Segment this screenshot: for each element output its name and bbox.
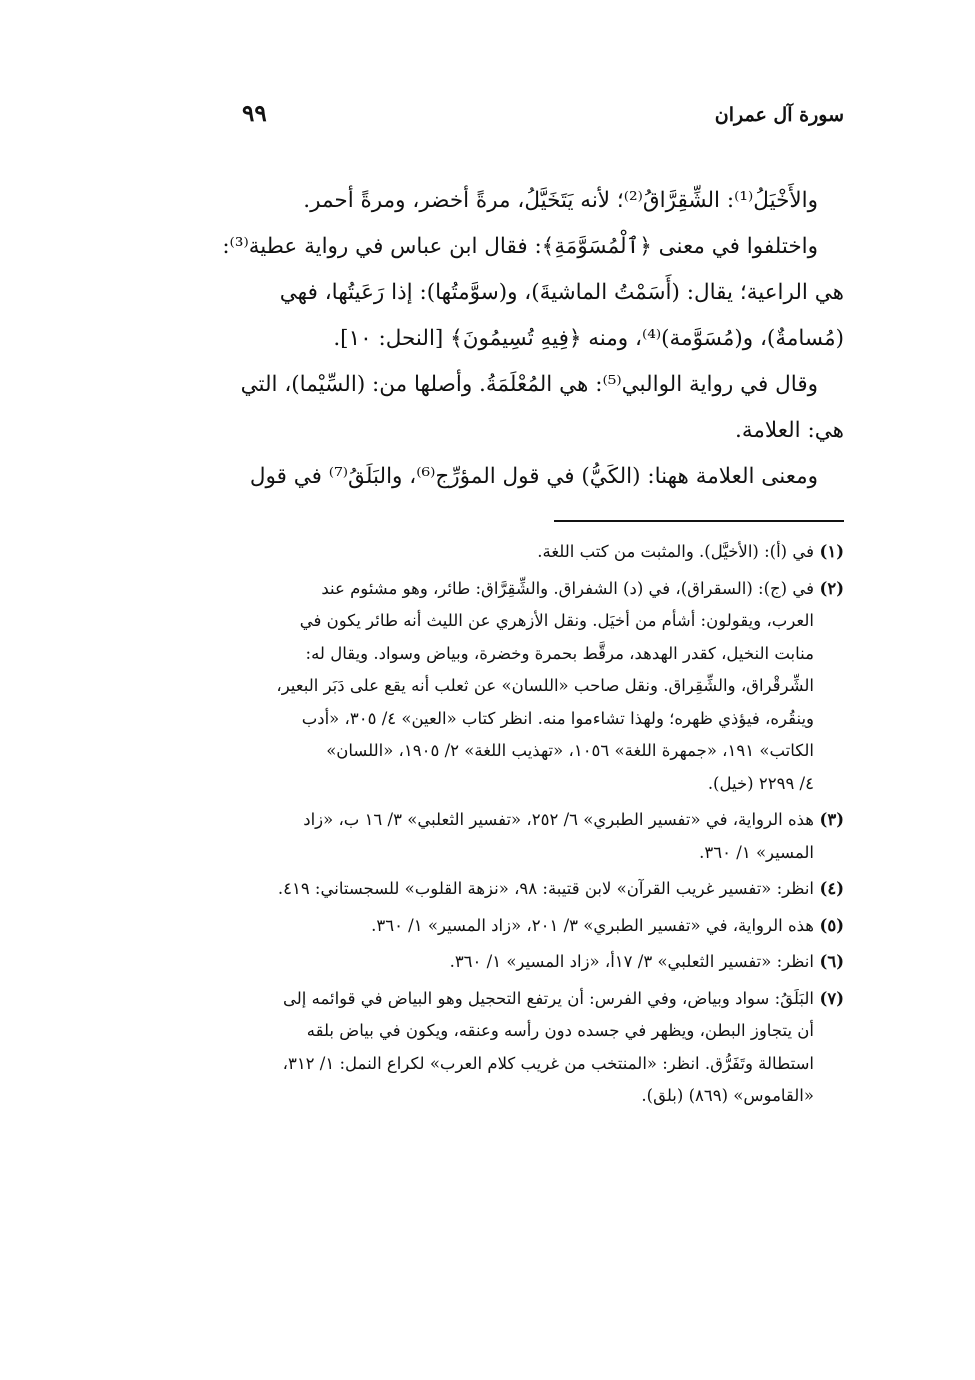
footnote-line: انظر: «تفسير غريب القرآن» لابن قتيبة: ٩٨، «نزهة القلوب» للسجستاني: ٤١٩.	[277, 879, 814, 898]
footnote-number: (١)	[819, 542, 844, 561]
footnote-line: في (ج): (السقراق)، في (د) الشفراق. والشِّقِرَّاق: طائر، وهو مشئوم عند	[321, 578, 814, 598]
footnote-number: (٤)	[819, 879, 844, 898]
body-line: ومعنى العلامة ههنا: (الكَيُّ) في قول المؤرِّج⁽⁶⁾، والبَلَقُ⁽⁷⁾ في قول	[249, 464, 818, 489]
page-header	[132, 100, 844, 140]
footnote-text	[132, 910, 814, 943]
body-line: (مُسامةٌ)، و(مُسَوَّمة)⁽⁴⁾، ومنه ﴿فِيهِ تُسِيمُونَ﴾ [النحل: ١٠].	[333, 326, 844, 351]
footnote	[132, 804, 844, 869]
footnote	[132, 983, 844, 1113]
footnote-line: ٤/ ٢٢٩٩ (خيل).	[707, 773, 814, 793]
footnotes	[132, 536, 844, 1113]
footnote-line: استطالة وتَفَرُّق. انظر: «المنتخب من غريب كلام العرب» لكراع النمل: ١/ ٣١٢،	[282, 1053, 814, 1073]
footnote-text	[132, 573, 814, 801]
footnote	[132, 536, 844, 569]
body-line: هي: العلامة.	[735, 418, 844, 443]
footnote-number: (٦)	[819, 952, 844, 971]
footnote-line: انظر: «تفسير الثعلبي» ٣/ ١٧أ، «زاد المسير» ١/ ٣٦٠.	[449, 952, 814, 971]
footnote-line: البَلَقُ: سواد وبياض، وفي الفرس: أن يرتفع التحجيل وهو البياض في قوائمه إلى	[282, 988, 814, 1008]
body-line: وقال في رواية الوالبي⁽⁵⁾: هي المُعْلَمَةُ. وأصلها من: (السِّيْما)، التي	[240, 372, 818, 397]
footnote-text	[132, 536, 814, 569]
body-line: هي الراعية؛ يقال: (أَسَمْتُ الماشيةَ)، و(سوَّمتُها): إذا رَعَيتُها، فهي	[279, 280, 844, 305]
footnote-line: الكاتب» ١٩١، «جمهرة اللغة» ١٠٥٦، «تهذيب اللغة» ٢/ ١٩٠٥، «اللسان»	[326, 741, 814, 760]
footnote	[132, 873, 844, 906]
main-text	[132, 178, 844, 500]
footnote-line: منابت النخيل، كقدر الهدهد، مرقَّط بحمرة وخضرة، وبياض وسواد. ويقال له:	[305, 643, 814, 663]
footnote-number: (٢)	[819, 578, 844, 598]
footnote	[132, 910, 844, 943]
footnote-line: في (أ): (الأخيَّل). والمثبت من كتب اللغة.	[537, 542, 814, 561]
footnote	[132, 573, 844, 801]
footnote-line: وينقُره، فيؤذي ظهره؛ ولهذا تشاءموا منه. انظر كتاب «العين» ٤/ ٣٠٥، «أدب	[301, 708, 814, 728]
book-page	[132, 100, 844, 1117]
footnote-line: هذه الرواية، في «تفسير الطبري» ٣/ ٢٠١، «زاد المسير» ١/ ٣٦٠.	[371, 915, 814, 935]
footnote-number: (٣)	[819, 810, 844, 829]
footnote-line: أن يتجاوز البطن، ويظهر في جسده دون رأسه وعنقه، ويكون في بياض بلقه	[306, 1021, 814, 1040]
footnote-number: (٥)	[819, 915, 844, 935]
footnote-text	[132, 873, 814, 906]
footnote-divider	[554, 520, 844, 522]
body-line: واختلفوا في معنى ﴿ٱلْمُسَوَّمَةِ﴾: فقال ابن عباس في رواية عطية⁽³⁾:	[222, 234, 818, 259]
body-line: والأَخْيَلُ⁽¹⁾: الشِّقِرَّاقُ⁽²⁾؛ لأنه يَتَخَيَّلُ، مرةً أخضر، ومرةً أحمر.	[303, 188, 818, 213]
footnote-line: هذه الرواية، في «تفسير الطبري» ٦/ ٢٥٢، «تفسير الثعلبي» ٣/ ١٦ ب، «زاد	[303, 810, 814, 829]
footnote-text	[132, 946, 814, 979]
footnote-text	[132, 804, 814, 869]
page-number: ٩٩	[242, 100, 267, 127]
surah-title: سورة آل عمران	[714, 104, 844, 126]
footnote-line: العرب، ويقولون: أشأم من أخيَل. ونقل الأزهري عن الليث أنه طائر يكون في	[299, 611, 814, 630]
footnote-text	[132, 983, 814, 1113]
footnote-number: (٧)	[819, 988, 844, 1008]
footnote	[132, 946, 844, 979]
footnote-line: الشِّرقْراق، والشِّقِراق. ونقل صاحب «اللسان» عن ثعلب أنه يقع على دَبَر البعير،	[276, 676, 814, 695]
footnote-line: المسير» ١/ ٣٦٠.	[699, 842, 814, 862]
footnote-line: «القاموس» (٨٦٩) (بلق).	[641, 1086, 814, 1105]
